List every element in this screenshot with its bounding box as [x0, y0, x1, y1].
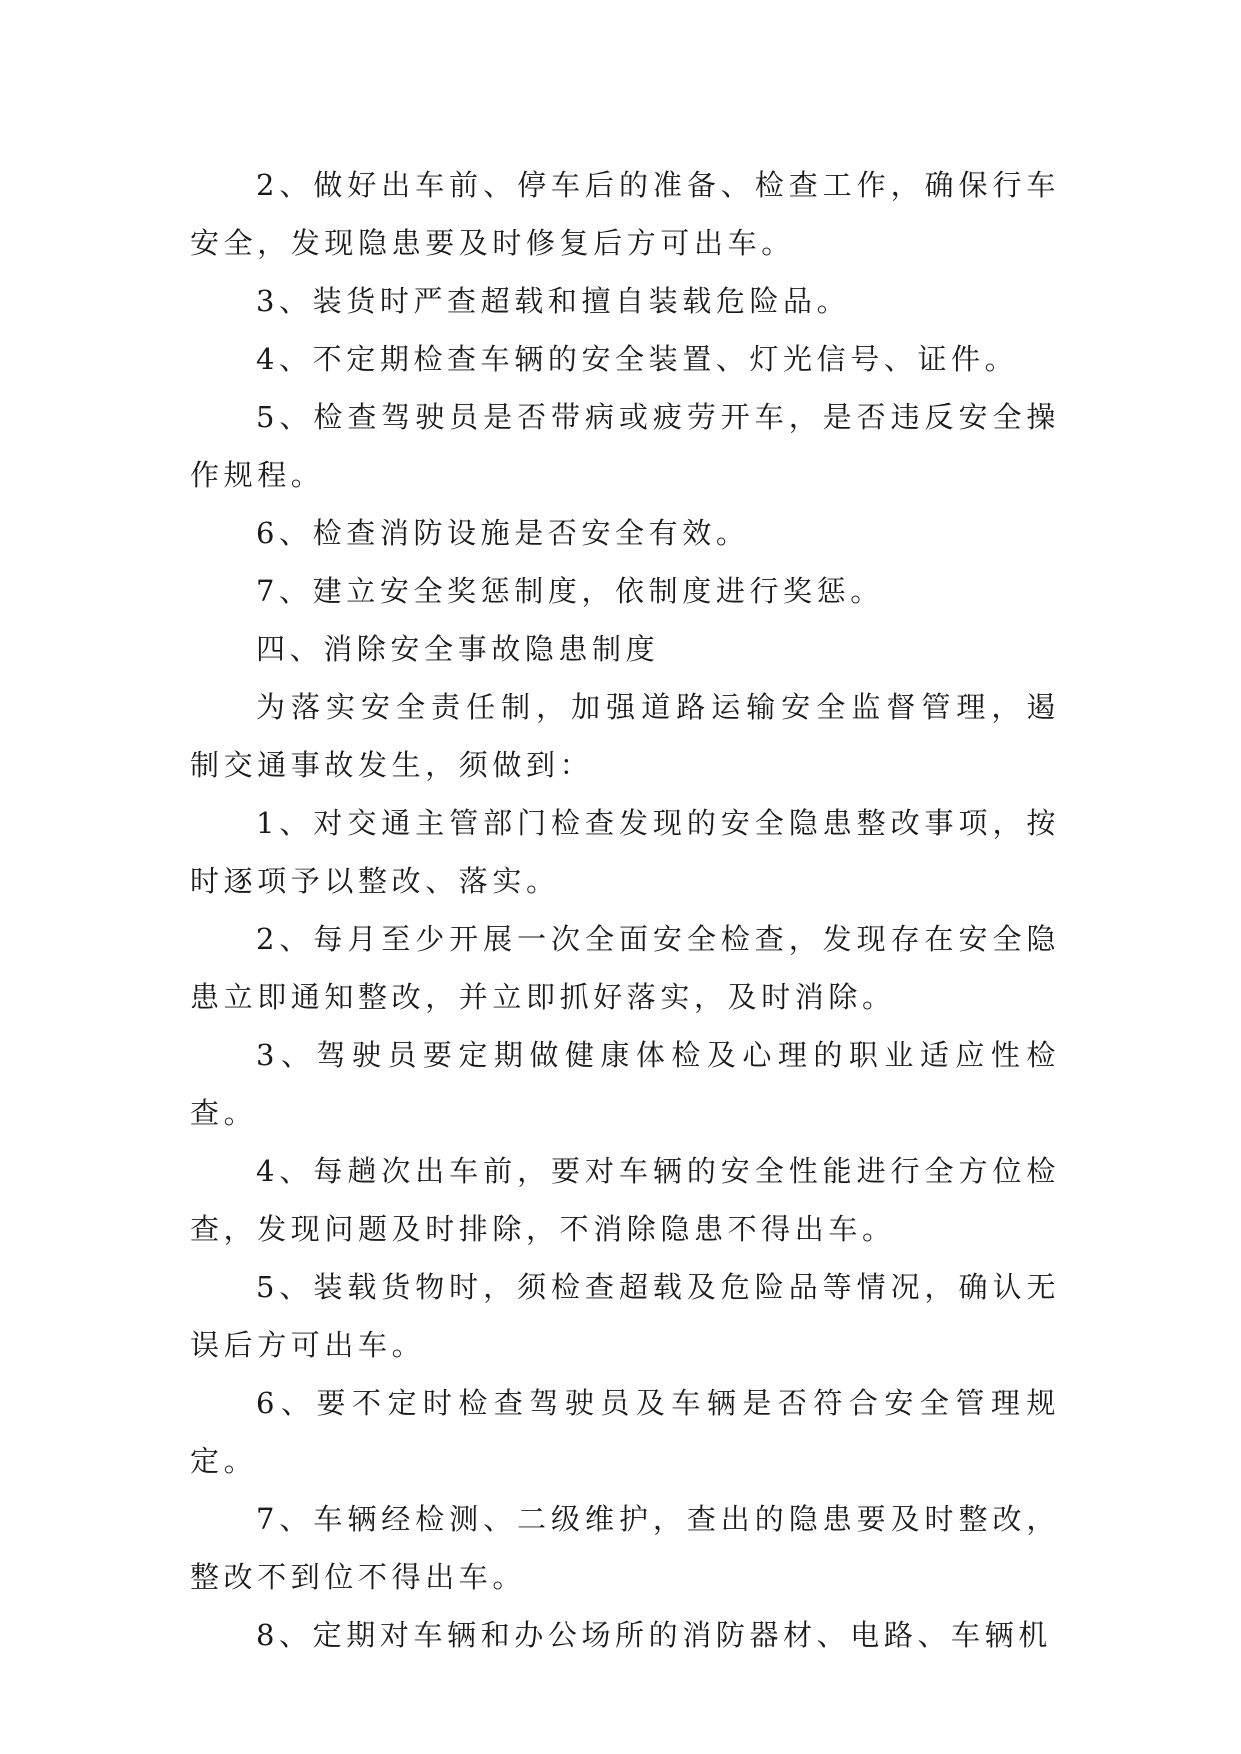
paragraph: 4、每趟次出车前，要对车辆的安全性能进行全方位检查，发现问题及时排除，不消除隐患不得出车。	[190, 1154, 1060, 1246]
paragraph: 5、检查驾驶员是否带病或疲劳开车，是否违反安全操作规程。	[190, 400, 1060, 492]
paragraph: 2、做好出车前、停车后的准备、检查工作，确保行车安全，发现隐患要及时修复后方可出车。	[190, 168, 1060, 260]
paragraph: 3、驾驶员要定期做健康体检及心理的职业适应性检查。	[190, 1038, 1060, 1130]
paragraph: 1、对交通主管部门检查发现的安全隐患整改事项，按时逐项予以整改、落实。	[190, 806, 1060, 898]
document-body	[190, 156, 1060, 1664]
paragraph: 4、不定期检查车辆的安全装置、灯光信号、证件。	[256, 342, 1019, 376]
paragraph: 7、建立安全奖惩制度，依制度进行奖惩。	[256, 574, 884, 608]
paragraph: 6、检查消防设施是否安全有效。	[256, 516, 750, 550]
paragraph: 7、车辆经检测、二级维护，查出的隐患要及时整改，整改不到位不得出车。	[190, 1502, 1060, 1594]
paragraph: 8、定期对车辆和办公场所的消防器材、电路、车辆机	[256, 1618, 1052, 1652]
section-heading: 四、消除安全事故隐患制度	[256, 632, 660, 666]
paragraph: 3、装货时严查超载和擅自装载危险品。	[256, 284, 851, 318]
paragraph: 6、要不定时检查驾驶员及车辆是否符合安全管理规定。	[190, 1386, 1060, 1478]
paragraph: 2、每月至少开展一次全面安全检查，发现存在安全隐患立即通知整改，并立即抓好落实，及时消除。	[190, 922, 1060, 1014]
paragraph: 为落实安全责任制，加强道路运输安全监督管理，遏制交通事故发生，须做到：	[190, 690, 1060, 782]
paragraph: 5、装载货物时，须检查超载及危险品等情况，确认无误后方可出车。	[190, 1270, 1060, 1362]
